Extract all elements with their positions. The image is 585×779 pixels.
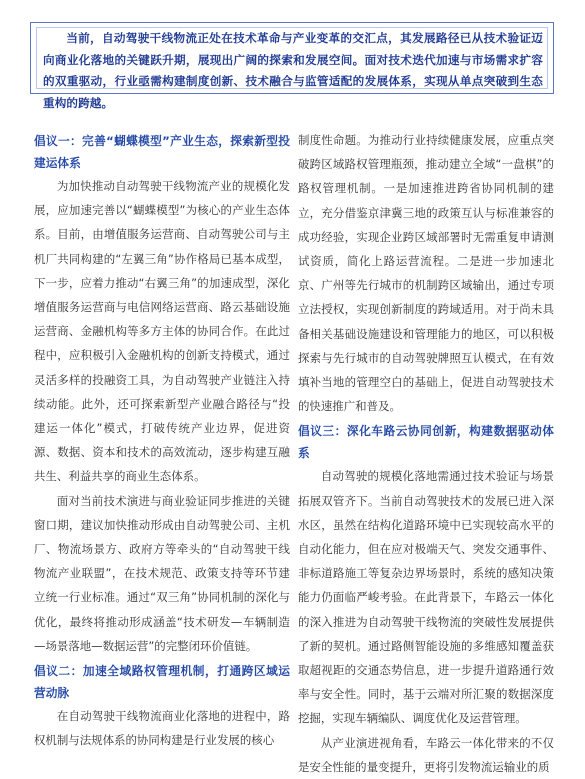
paragraph-continued: 制度性命题。为推动行业持续健康发展，应重点突破跨区域路权管理瓶颈，推动建立全域“一盘棋”的路权管理机制。一是加速推进跨省协同机制的建立，充分借鉴京津冀三地的政策互认与标准兼容的成功经验，实现企业跨区域部署时无需重复申请测试资质，简化上路运营流程。二是进一步加速北京、广州等先行城市的机制跨区域输出，通过专项立法授权，实现创新制度的跨域适用。对于尚未具备相关基础设施建设和管理能力的地区，可以积极探索与先行城市的自动驾驶牌照互认模式，在有效填补当地的管理空白的基础上，促进自动驾驶技术的快速推广和普及。 bbox=[298, 133, 554, 414]
abstract-text: 当前，自动驾驶干线物流正处在技术革命与产业变革的交汇点，其发展路径已从技术验证迈向商业化落地的关键跃升期，展现出广阔的探索和发展空间。面对技术迭代加速与市场需求扩容的双重驱动，行业亟需构建制度创新、技术融合与监管适配的发展体系，实现从单点突破到生态重构的跨越。 bbox=[43, 31, 543, 110]
paragraph: 在自动驾驶干线物流商业化落地的进程中，路权机制与法规体系的协同构建是行业发展的核心 bbox=[34, 709, 290, 748]
section-heading-3: 倡议三：深化车路云协同创新，构建数据驱动体系 bbox=[298, 424, 554, 461]
paragraph: 从产业演进视角看，车路云一体化带来的不仅是安全性能的量变提升，更将引发物流运输业的质 bbox=[298, 735, 554, 774]
abstract-box bbox=[30, 22, 554, 110]
section-heading-1: 倡议一：完善“蝴蝶模型”产业生态，探索新型投建运体系 bbox=[34, 134, 290, 170]
left-column bbox=[34, 128, 290, 752]
paragraph: 面对当前技术演进与商业验证同步推进的关键窗口期，建议加快推动形成由自动驾驶公司、主机厂、物流场景方、政府方等牵头的“自动驾驶干线物流产业联盟”，在技术规范、政策支持等环节建立统一行业标准。通过“双三角”协同机制的深化与优化，最终将推动形成涵盖“技术研发—车辆制造—场景落地—数据运营”的完整闭环价值链。 bbox=[34, 493, 290, 653]
section-heading-2: 倡议二：加速全域路权管理机制，打通跨区域运营动脉 bbox=[34, 664, 290, 701]
right-column bbox=[298, 128, 554, 779]
paragraph: 为加快推动自动驾驶干线物流产业的规模化发展，应加速完善以“蝴蝶模型”为核心的产业生态体系。目前，由增值服务运营商、自动驾驶公司与主机厂共同构建的“左翼三角”协作格局已基本成型，下一步，应着力推动“右翼三角”的加速成型，深化增值服务运营商与电信网络运营商、路云基础设施运营商、金融机构等多方主体的协同合作。在此过程中，应积极引入金融机构的创新支持模式，通过灵活多样的投融资工具，为自动驾驶产业链注入持续动能。此外，还可探索新型产业融合路径与“投建运一体化”模式，打破传统产业边界，促进资源、数据、资本和技术的高效流动，逐步构建互融共生、利益共享的商业生态体系。 bbox=[34, 179, 290, 484]
paragraph: 自动驾驶的规模化落地需通过技术验证与场景拓展双管齐下。当前自动驾驶技术的发展已进入深水区，虽然在结构化道路环境中已实现较高水平的自动化能力，但在应对极端天气、突发交通事件、非标道路施工等复杂边界场景时，系统的感知决策能力仍面临严峻考验。在此背景下，车路云一体化的深入推进为自动驾驶干线物流的突破性发展提供了新的契机。通过路侧智能设施的多维感知覆盖获取超视距的交通态势信息，进一步提升道路通行效率与安全性。同时，基于云端对所汇聚的数据深度挖掘，实现车辆编队、调度优化及运营管理。 bbox=[298, 469, 554, 726]
